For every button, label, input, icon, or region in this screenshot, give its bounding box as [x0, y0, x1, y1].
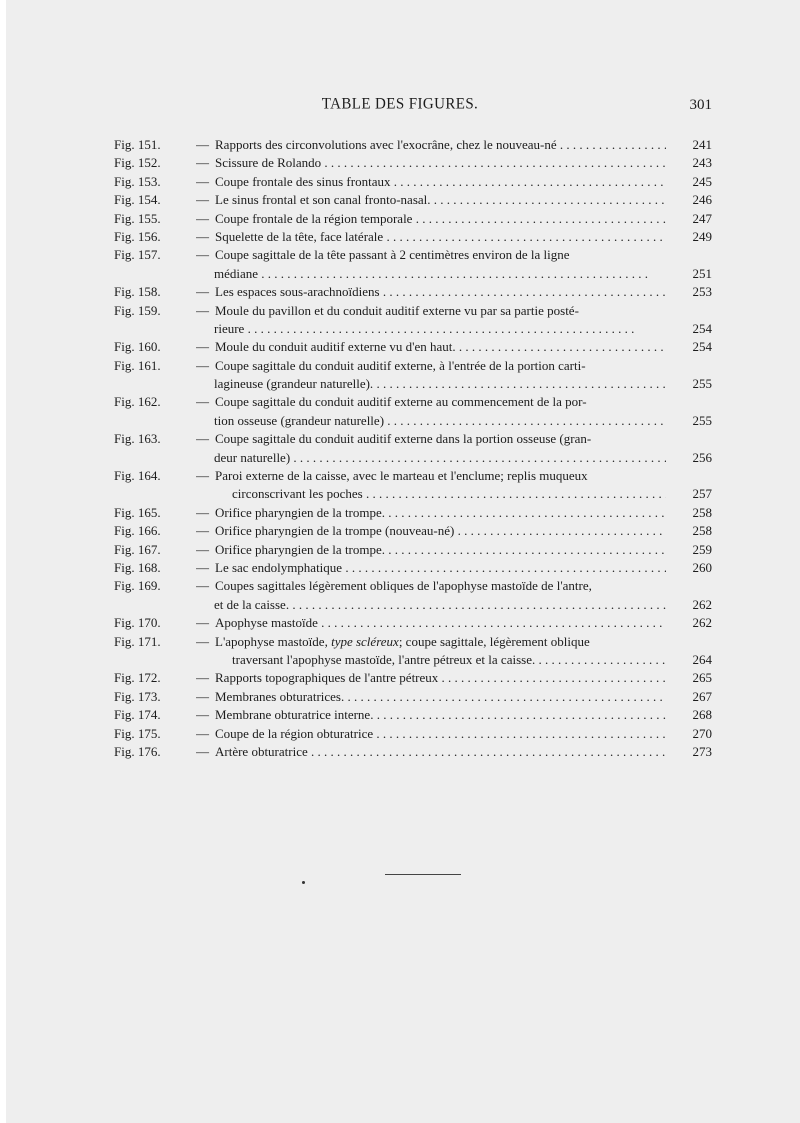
entry-line: [114, 173, 712, 191]
figure-entry: [114, 467, 712, 504]
em-dash: —: [196, 615, 209, 631]
page-reference: 254: [692, 320, 712, 336]
entry-line: [114, 614, 712, 632]
page-reference: 258: [692, 504, 712, 520]
figure-caption: Apophyse mastoïde: [215, 615, 318, 631]
figure-caption: Coupe frontale des sinus frontaux: [215, 173, 391, 189]
figure-entry: [114, 338, 712, 356]
page-reference: 241: [692, 137, 712, 152]
page-reference: 243: [692, 155, 712, 171]
entry-line: [114, 522, 712, 540]
em-dash: —: [196, 743, 209, 759]
entry-line: [114, 136, 712, 154]
figure-entry: [114, 154, 712, 172]
figure-caption: Moule du pavillon et du conduit auditif externe vu par sa partie posté-: [215, 302, 579, 318]
page-reference: 254: [692, 339, 712, 355]
em-dash: —: [196, 210, 209, 226]
em-dash: —: [196, 155, 209, 171]
page-reference: 256: [692, 449, 712, 465]
figure-entry: [114, 136, 712, 154]
ink-speck: [302, 881, 305, 884]
figure-number: Fig. 171.: [114, 633, 161, 649]
separator-rule: [385, 874, 461, 875]
figure-caption: Moule du conduit auditif externe vu d'en haut.: [215, 339, 456, 355]
page-reference: 253: [692, 284, 712, 300]
page-reference: 264: [692, 651, 712, 667]
entry-line: [114, 393, 712, 411]
figure-number: Fig. 153.: [114, 173, 161, 189]
entry-line: [114, 596, 712, 614]
figure-caption: Coupe de la région obturatrice: [215, 725, 374, 741]
entry-line: [114, 320, 712, 338]
page-reference: 258: [692, 523, 712, 539]
figure-caption: Membranes obturatrices.: [215, 688, 345, 704]
page-reference: 260: [692, 559, 712, 575]
figure-caption: Squelette de la tête, face latérale: [215, 228, 384, 244]
figure-entry: [114, 246, 712, 283]
figure-entry: [114, 706, 712, 724]
italic-caption-part: type scléreux: [331, 633, 399, 649]
figure-entry: [114, 743, 712, 761]
figure-caption: Rapports des circonvolutions avec l'exocrâne, chez le nouveau-né: [215, 137, 557, 152]
page-reference: 270: [692, 725, 712, 741]
figure-number: Fig. 166.: [114, 523, 161, 539]
figure-entry: [114, 191, 712, 209]
figure-number: Fig. 159.: [114, 302, 161, 318]
figure-number: Fig. 158.: [114, 284, 161, 300]
em-dash: —: [196, 559, 209, 575]
figure-number: Fig. 165.: [114, 504, 161, 520]
entry-line: [114, 449, 712, 467]
entry-line: [114, 412, 712, 430]
em-dash: —: [196, 339, 209, 355]
em-dash: —: [196, 431, 209, 447]
page-reference: 262: [692, 596, 712, 612]
page-reference: 262: [692, 615, 712, 631]
entry-line: [114, 265, 712, 283]
em-dash: —: [196, 707, 209, 723]
page-reference: 273: [692, 743, 712, 759]
em-dash: —: [196, 633, 209, 649]
entry-line: [114, 669, 712, 687]
figure-caption: L'apophyse mastoïde,: [215, 633, 332, 649]
em-dash: —: [196, 228, 209, 244]
entry-line: [114, 485, 712, 503]
entry-line: [114, 706, 712, 724]
page-title: TABLE DES FIGURES.: [321, 95, 479, 113]
figure-entry: [114, 522, 712, 540]
page-reference: 247: [692, 210, 712, 226]
em-dash: —: [196, 192, 209, 208]
entry-line: [114, 246, 712, 264]
figure-caption: Le sac endolymphatique: [215, 559, 343, 575]
figure-caption: Membrane obturatrice interne.: [215, 707, 374, 723]
figure-entry: [114, 173, 712, 191]
em-dash: —: [196, 523, 209, 539]
page-reference: 259: [692, 541, 712, 557]
figure-number: Fig. 152.: [114, 155, 161, 171]
figure-entry: [114, 614, 712, 632]
entry-line: [114, 541, 712, 559]
figure-caption: Coupe sagittale du conduit auditif externe au commencement de la por-: [215, 394, 587, 410]
figure-entry: [114, 430, 712, 467]
figure-caption: Scissure de Rolando: [215, 155, 322, 171]
figure-caption: Le sinus frontal et son canal fronto-nasal.: [215, 192, 431, 208]
em-dash: —: [196, 578, 209, 594]
figure-number: Fig. 157.: [114, 247, 161, 263]
page-reference: 265: [692, 670, 712, 686]
figure-entry: [114, 669, 712, 687]
em-dash: —: [196, 468, 209, 484]
figure-entry: [114, 393, 712, 430]
figure-number: Fig. 175.: [114, 725, 161, 741]
figure-caption: Orifice pharyngien de la trompe.: [215, 541, 386, 557]
figure-caption: deur naturelle): [214, 449, 291, 465]
figure-entry: [114, 577, 712, 614]
figure-caption: Coupe sagittale du conduit auditif externe dans la portion osseuse (gran-: [215, 431, 592, 447]
figure-caption: et de la caisse.: [214, 596, 290, 612]
figure-number: Fig. 167.: [114, 541, 161, 557]
figure-caption: Artère obturatrice: [215, 743, 308, 759]
figure-number: Fig. 173.: [114, 688, 161, 704]
entry-line: [114, 338, 712, 356]
figure-number: Fig. 172.: [114, 670, 161, 686]
figure-caption: lagineuse (grandeur naturelle).: [214, 376, 374, 392]
figure-number: Fig. 151.: [114, 137, 161, 152]
figure-number: Fig. 162.: [114, 394, 161, 410]
em-dash: —: [196, 725, 209, 741]
figure-number: Fig. 155.: [114, 210, 161, 226]
figure-caption: tion osseuse (grandeur naturelle): [214, 412, 385, 428]
figure-caption: circonscrivant les poches: [232, 486, 363, 502]
page-reference: 255: [692, 376, 712, 392]
entry-line: [114, 633, 712, 651]
figure-caption: Coupes sagittales légèrement obliques de l'apophyse mastoïde de l'antre,: [215, 578, 592, 594]
em-dash: —: [196, 504, 209, 520]
figure-caption: Coupe sagittale de la tête passant à 2 centimètres environ de la ligne: [215, 247, 570, 263]
figure-entry: [114, 541, 712, 559]
em-dash: —: [196, 688, 209, 704]
entry-line: [114, 651, 712, 669]
figure-entry: [114, 283, 712, 301]
em-dash: —: [196, 357, 209, 373]
figure-caption: traversant l'apophyse mastoïde, l'antre pétreux et la caisse.: [232, 651, 536, 667]
page-reference: 268: [692, 707, 712, 723]
entry-line: [114, 688, 712, 706]
em-dash: —: [196, 670, 209, 686]
page-reference: 255: [692, 412, 712, 428]
entry-line: [114, 375, 712, 393]
entry-line: [114, 430, 712, 448]
figure-number: Fig. 160.: [114, 339, 161, 355]
em-dash: —: [196, 173, 209, 189]
figure-caption: Orifice pharyngien de la trompe (nouveau-né): [215, 523, 455, 539]
running-header: [0, 94, 800, 118]
figure-entry: [114, 210, 712, 228]
page-number: 301: [689, 97, 712, 113]
entry-line: [114, 504, 712, 522]
figure-caption: Orifice pharyngien de la trompe.: [215, 504, 386, 520]
em-dash: —: [196, 284, 209, 300]
figure-entry: [114, 559, 712, 577]
page-reference: 251: [692, 265, 712, 281]
page-reference: 249: [692, 228, 712, 244]
figure-number: Fig. 163.: [114, 431, 161, 447]
figure-entry: [114, 302, 712, 339]
caption-continuation: ; coupe sagittale, légèrement oblique: [398, 633, 590, 649]
figure-number: Fig. 161.: [114, 357, 161, 373]
entry-line: [114, 357, 712, 375]
em-dash: —: [196, 302, 209, 318]
em-dash: —: [196, 247, 209, 263]
entry-line: [114, 191, 712, 209]
figure-number: Fig. 176.: [114, 743, 161, 759]
figure-entry: [114, 633, 712, 670]
figure-caption: Les espaces sous-arachnoïdiens: [215, 284, 380, 300]
figure-entry: [114, 688, 712, 706]
page-reference: 246: [692, 192, 712, 208]
entry-line: [114, 228, 712, 246]
entry-line: [114, 283, 712, 301]
em-dash: —: [196, 394, 209, 410]
figure-number: Fig. 168.: [114, 559, 161, 575]
entry-line: [114, 559, 712, 577]
entry-line: [114, 154, 712, 172]
page-reference: 245: [692, 173, 712, 189]
figure-caption: Rapports topographiques de l'antre pétreux: [215, 670, 439, 686]
figure-caption: Paroi externe de la caisse, avec le marteau et l'enclume; replis muqueux: [215, 468, 588, 484]
page-reference: 257: [692, 486, 712, 502]
figure-number: Fig. 174.: [114, 707, 161, 723]
page-reference: 267: [692, 688, 712, 704]
entry-line: [114, 302, 712, 320]
entry-line: [114, 577, 712, 595]
em-dash: —: [196, 137, 209, 152]
entry-line: [114, 743, 712, 761]
figure-number: Fig. 156.: [114, 228, 161, 244]
em-dash: —: [196, 541, 209, 557]
figure-caption: rieure: [214, 320, 245, 336]
figure-entry: [114, 504, 712, 522]
figure-list: [114, 136, 712, 761]
figure-number: Fig. 154.: [114, 192, 161, 208]
figure-number: Fig. 170.: [114, 615, 161, 631]
figure-caption: médiane: [214, 265, 259, 281]
entry-line: [114, 210, 712, 228]
figure-number: Fig. 169.: [114, 578, 161, 594]
entry-line: [114, 467, 712, 485]
entry-line: [114, 725, 712, 743]
figure-number: Fig. 164.: [114, 468, 161, 484]
figure-entry: [114, 357, 712, 394]
figure-caption: Coupe frontale de la région temporale: [215, 210, 413, 226]
figure-caption: Coupe sagittale du conduit auditif externe, à l'entrée de la portion carti-: [215, 357, 586, 373]
figure-entry: [114, 725, 712, 743]
figure-entry: [114, 228, 712, 246]
